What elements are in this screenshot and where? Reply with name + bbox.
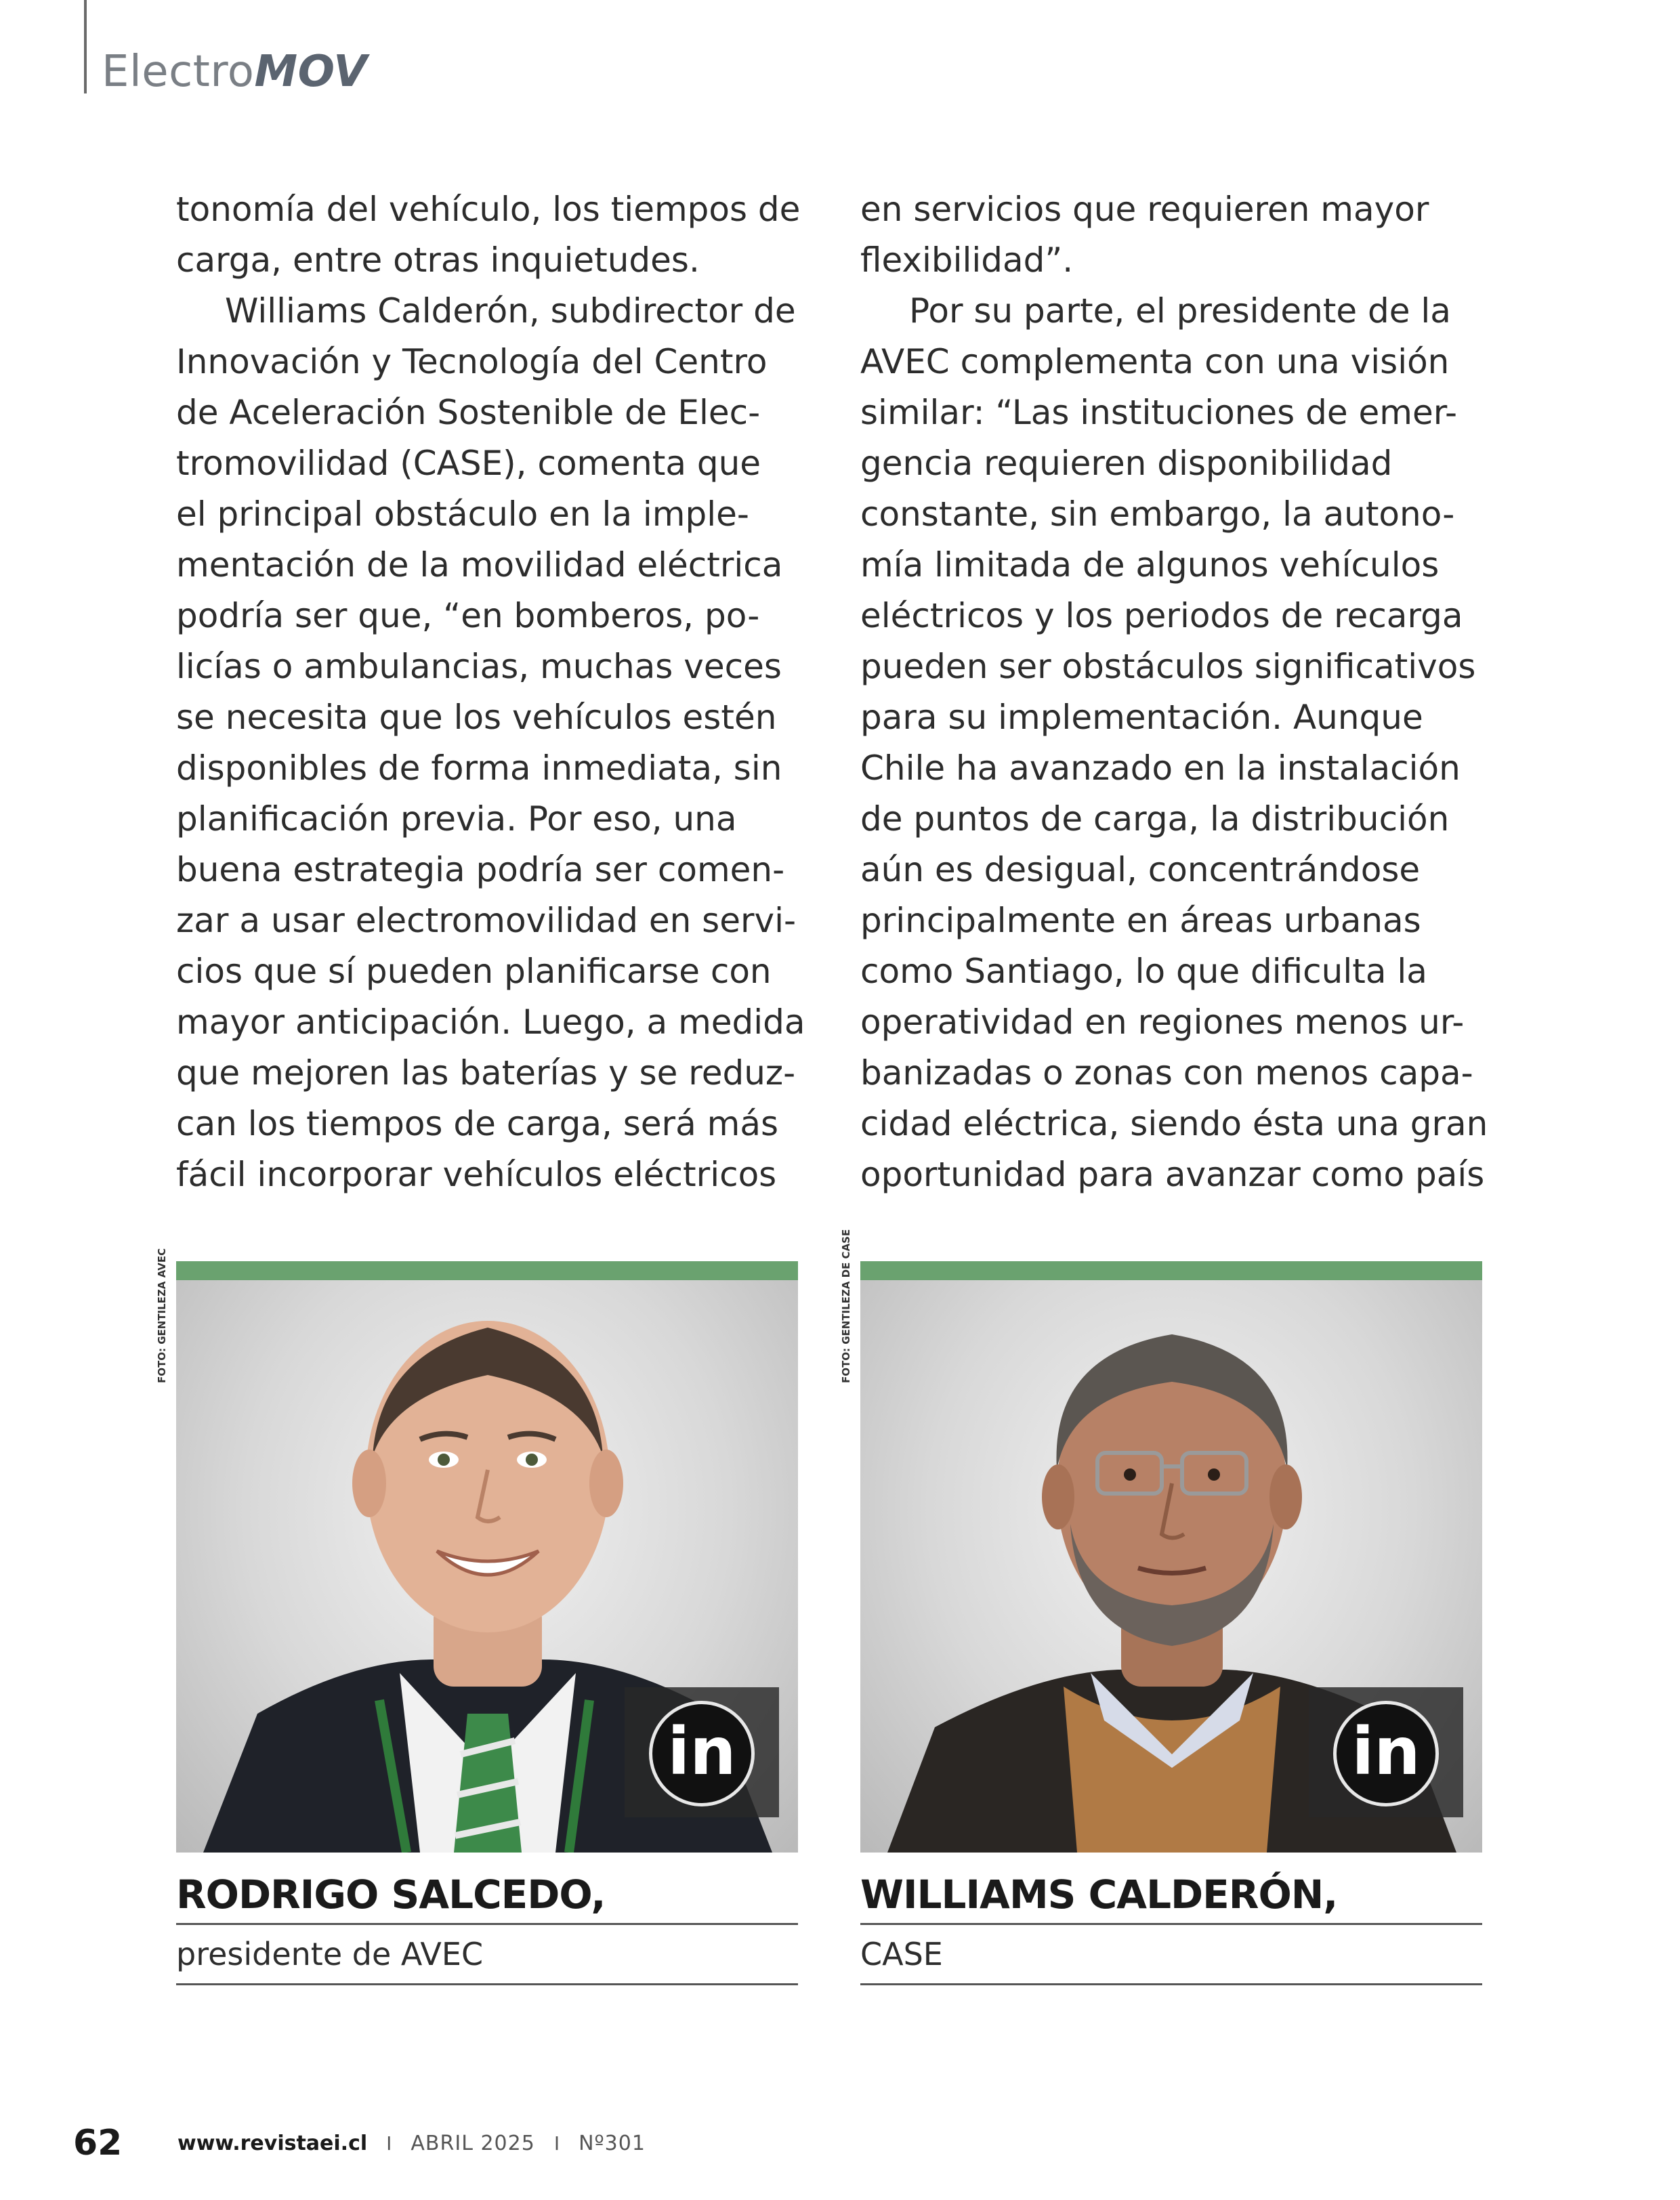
text-line: se necesita que los vehículos estén — [176, 698, 777, 737]
text-line: mía limitada de algunos vehículos — [860, 545, 1440, 585]
text-line: similar: “Las instituciones de emer- — [860, 393, 1458, 432]
footer-separator: I — [553, 2132, 560, 2155]
portrait-photo — [860, 1261, 1482, 1853]
text-line: Williams Calderón, subdirector de — [225, 291, 796, 331]
text-line: tonomía del vehículo, los tiempos de — [176, 190, 801, 229]
text-line: tromovilidad (CASE), comenta que — [176, 444, 761, 483]
linkedin-badge[interactable] — [625, 1687, 779, 1817]
text-line: licías o ambulancias, muchas veces — [176, 647, 782, 686]
profile-name: WILLIAMS CALDERÓN, — [860, 1871, 1338, 1918]
page-number: 62 — [73, 2123, 123, 2163]
divider — [860, 1983, 1482, 1985]
text-line: cios que sí pueden planificarse con — [176, 952, 772, 991]
text-line: mentación de la movilidad eléctrica — [176, 545, 783, 585]
text-line: buena estrategia podría ser comen- — [176, 850, 785, 889]
text-line: Innovación y Tecnología del Centro — [176, 342, 768, 381]
text-line: Por su parte, el presidente de la — [909, 291, 1451, 331]
profile-name: RODRIGO SALCEDO, — [176, 1871, 606, 1918]
text-line: en servicios que requieren mayor — [860, 190, 1429, 229]
text-line: carga, entre otras inquietudes. — [176, 240, 700, 280]
text-line: de puntos de carga, la distribución — [860, 799, 1450, 839]
linkedin-icon[interactable]: in — [649, 1701, 755, 1806]
photo-credit-text: FOTO: GENTILEZA AVEC — [156, 1248, 168, 1383]
profile-role: presidente de AVEC — [176, 1936, 484, 1972]
text-line: AVEC complementa con una visión — [860, 342, 1450, 381]
text-line: operatividad en regiones menos ur- — [860, 1002, 1465, 1042]
text-line: disponibles de forma inmediata, sin — [176, 748, 782, 788]
text-line: constante, sin embargo, la autono- — [860, 494, 1455, 534]
article-column-right — [860, 184, 1490, 1200]
text-line: aún es desigual, concentrándose — [860, 850, 1421, 889]
text-line: el principal obstáculo en la imple- — [176, 494, 749, 534]
text-line: de Aceleración Sostenible de Elec- — [176, 393, 761, 432]
brand-bold-text: MOV — [254, 47, 368, 97]
text-line: fácil incorporar vehículos eléctricos — [176, 1155, 777, 1194]
article-column-left — [176, 184, 806, 1200]
text-line: que mejoren las baterías y se reduz- — [176, 1053, 796, 1093]
issue-date: ABRIL 2025 — [411, 2131, 535, 2155]
text-line: eléctricos y los periodos de recarga — [860, 596, 1463, 635]
brand-light-text: Electro — [102, 47, 255, 97]
text-line: can los tiempos de carga, será más — [176, 1104, 779, 1143]
profile-role: CASE — [860, 1936, 943, 1972]
text-line: cidad eléctrica, siendo ésta una gran — [860, 1104, 1488, 1143]
issue-number: Nº301 — [579, 2131, 646, 2155]
portrait-photo — [176, 1261, 798, 1853]
photo-credit-case — [837, 1229, 858, 1410]
header-rule — [84, 0, 87, 93]
text-line: mayor anticipación. Luego, a medida — [176, 1002, 805, 1042]
profile-card-williams-calderon — [860, 1261, 1482, 1985]
photo-credit-avec — [153, 1248, 173, 1410]
magazine-section-logo — [102, 47, 368, 97]
text-line: zar a usar electromovilidad en servi- — [176, 901, 797, 940]
text-line: pueden ser obstáculos significativos — [860, 647, 1476, 686]
text-line: como Santiago, lo que dificulta la — [860, 952, 1427, 991]
profile-card-rodrigo-salcedo — [176, 1261, 798, 1985]
text-line: planificación previa. Por eso, una — [176, 799, 737, 839]
page-footer — [73, 2121, 646, 2165]
text-line: podría ser que, “en bomberos, po- — [176, 596, 760, 635]
text-line: principalmente en áreas urbanas — [860, 901, 1421, 940]
photo-credit-text: FOTO: GENTILEZA DE CASE — [840, 1229, 852, 1383]
text-line: oportunidad para avanzar como país — [860, 1155, 1485, 1194]
text-line: para su implementación. Aunque — [860, 698, 1423, 737]
text-line: flexibilidad”. — [860, 240, 1074, 280]
linkedin-badge[interactable] — [1309, 1687, 1463, 1817]
text-line: Chile ha avanzado en la instalación — [860, 748, 1461, 788]
text-line: gencia requieren disponibilidad — [860, 444, 1393, 483]
linkedin-icon[interactable]: in — [1333, 1701, 1439, 1806]
text-line: banizadas o zonas con menos capa- — [860, 1053, 1473, 1093]
website-link[interactable]: www.revistaei.cl — [177, 2131, 368, 2155]
divider — [176, 1983, 798, 1985]
footer-separator: I — [386, 2132, 392, 2155]
